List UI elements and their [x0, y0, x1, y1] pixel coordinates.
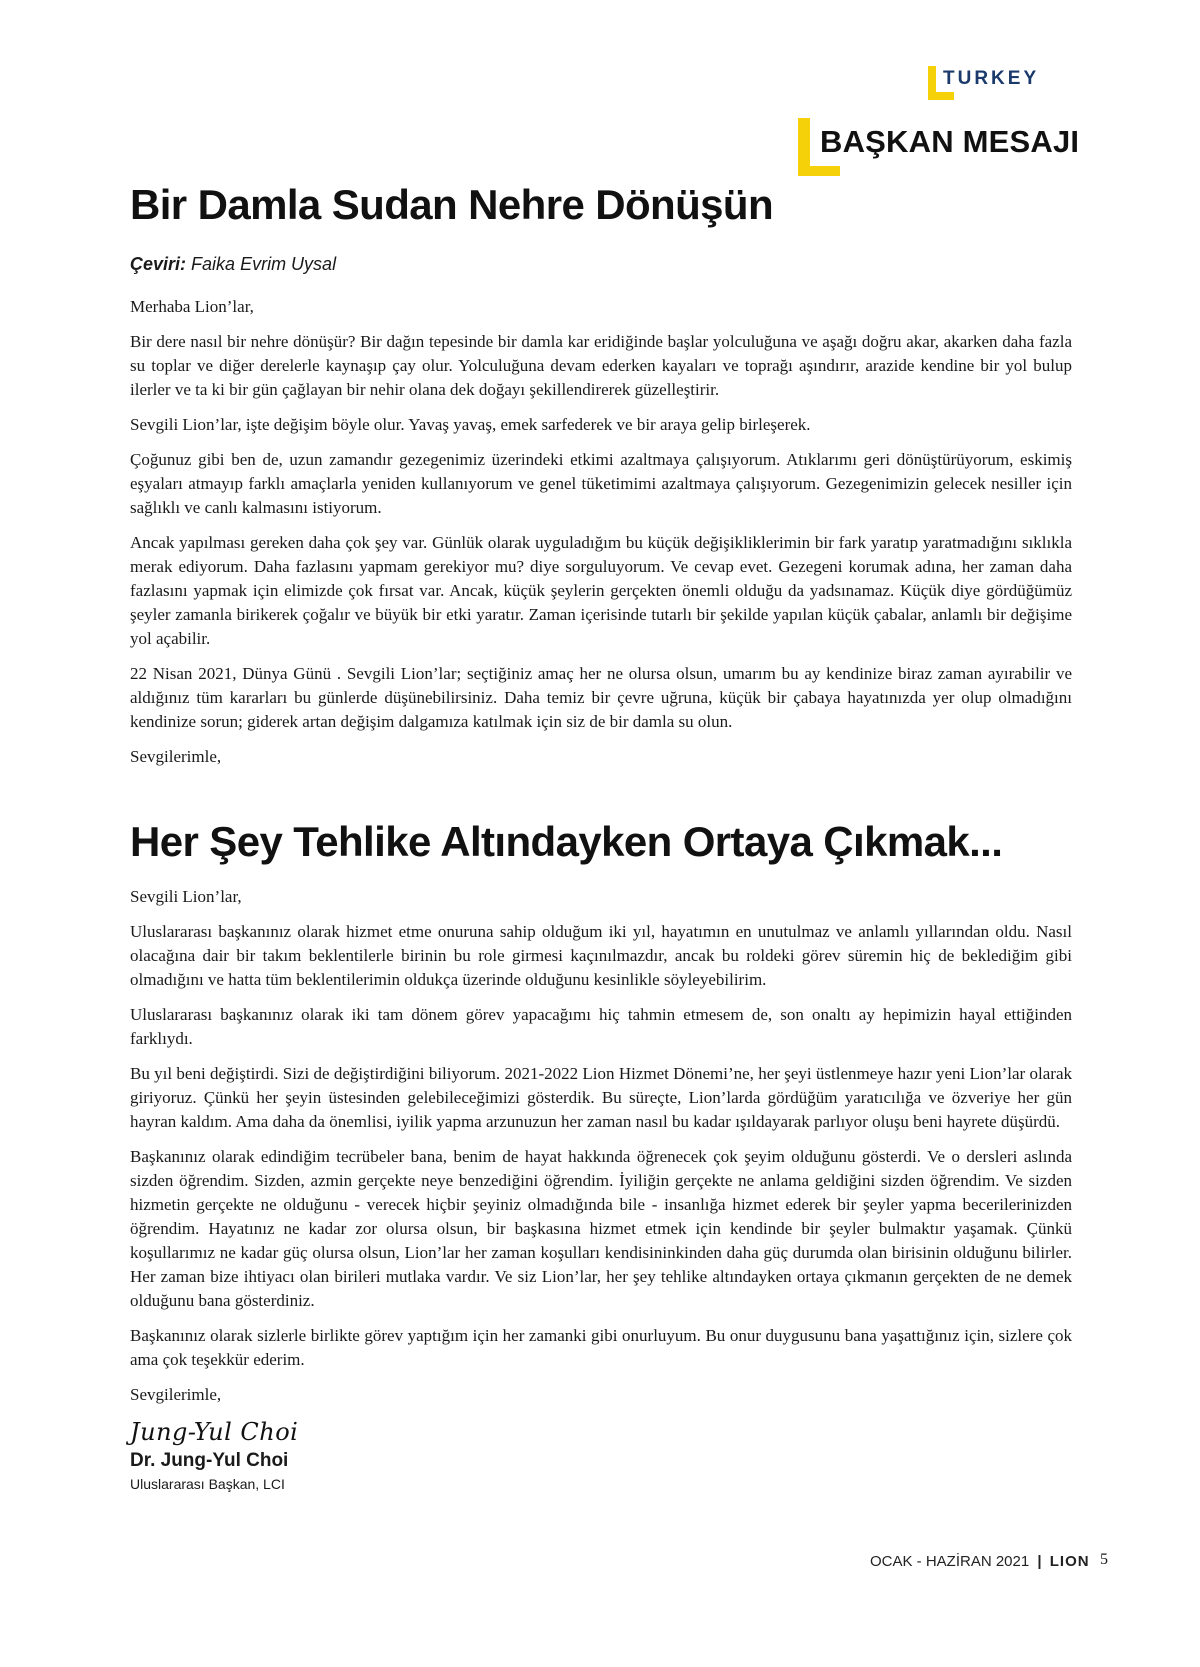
signature-block — [130, 1418, 1072, 1492]
article-1-closing: Sevgilerimle, — [130, 747, 222, 766]
l-section-mark — [798, 118, 810, 176]
article-1-paragraph: Bir dere nasıl bir nehre dönüşür? Bir dağın tepesinde bir damla kar eridiğinde başlar yolculuğuna ve aşağı doğru akar, akarken daha fazla su toplar ve diğer derelerle kaynaşıp çay olur. Yolculuğuna devam ederken kayaları ve toprağı aşındırır, arazide kendine bir yol bulup ilerler ve ta ki bir gün çağlayan bir nehir olana dek doğayı şekillendirerek güzelleştirir. — [130, 332, 1072, 399]
page-footer — [870, 1553, 1090, 1570]
article-2-paragraph: Bu yıl beni değiştirdi. Sizi de değiştirdiğini biliyorum. 2021-2022 Lion Hizmet Dönemi’ne, her şeyi üstlenmeye hazır yeni Lion’lar olarak giriyoruz. Çünkü her şeyin üstesinden gelebileceğimizi gösterdik. Bu süreçte, Lion’larda gördüğüm yaratıcılığa ve özveriye her gün hayran kaldım. Ama daha da önemlisi, iyilik yapma arzunuzun her zaman nasıl bu kadar ışıldayarak parlıyor oluşu beni hayrete düşürdü. — [130, 1064, 1072, 1131]
handwritten-signature: Jung-Yul Choi — [130, 1418, 299, 1446]
article-2-paragraph: Uluslararası başkanınız olarak iki tam dönem görev yapacağımı hiç tahmin etmesem de, son onaltı ay hepimizin hayal ettiğinden farklıydı. — [130, 1005, 1072, 1048]
article-2-title: Her Şey Tehlike Altındayken Ortaya Çıkmak... — [130, 818, 1003, 865]
section-title: BAŞKAN MESAJI — [820, 124, 1080, 159]
article-2-closing: Sevgilerimle, — [130, 1385, 222, 1404]
magazine-name: LION — [1049, 1553, 1090, 1570]
translation-label: Çeviri: — [130, 254, 187, 274]
main-content — [130, 176, 1072, 1492]
turkey-brand — [928, 66, 1068, 102]
page-number: 5 — [1100, 1551, 1108, 1568]
article-1-paragraph: Ancak yapılması gereken daha çok şey var. Günlük olarak uyguladığım bu küçük değişikliklerimin bir fark yaratıp yaratmadığını sıklıkla merak ediyorum. Daha fazlasını yapmam gerekiyor mu? diye sorguluyorum. Ve cevap evet. Gezegeni korumak adına, her zaman daha fazlasını yapmak için elimizde çok fırsat var. Ancak, küçük şeylerin gerçekten önemli olduğu da yadsınamaz. Küçük diye gördüğümüz şeyler zamanla birikerek çoğalır ve büyük bir etki yaratır. Zaman içerisinde tutarlı bir şekilde yapılan küçük çabalar, anlamlı bir değişime yol açabilir. — [130, 533, 1072, 648]
article-1-greeting: Merhaba Lion’lar, — [130, 297, 254, 316]
signer-name: Dr. Jung-Yul Choi — [130, 1450, 289, 1471]
issue-date: OCAK - HAZİRAN 2021 — [870, 1553, 1030, 1570]
l-logo-mark — [928, 66, 936, 100]
article-2-paragraph: Başkanınız olarak edindiğim tecrübeler bana, benim de hayat hakkında öğrenecek çok şeyim olduğunu gösterdi. Ve o dersleri aslında sizden öğrendim. Sizden, azmin gerçekte neye benzediğini öğrendim. İyiliğin gerçekte ne anlama geldiğini sizden öğrendim. Ve sizden hizmetin gerçekte ne olduğunu - verecek hiçbir şeyiniz olmadığında bile - insanlığa hizmet ederek bir şeyler yapma becerilerinizden öğrendim. Hayatınız ne kadar zor olursa olsun, bir başkasına hizmet etmek için kendinde bir şeyler bulmaktır yaşamak. Çünkü koşullarımız ne kadar güç olursa olsun, Lion’lar her zaman koşulları kendisininkinden daha güç durumda olan birisinin olduğunu bilirler. Her zaman bize ihtiyacı olan birileri mutlaka vardır. Ve siz Lion’lar, her şey tehlike altındayken ortaya çıkmanın gerçekten de ne demek olduğunu bana gösterdiniz. — [130, 1147, 1072, 1310]
article-1-paragraph: Çoğunuz gibi ben de, uzun zamandır gezegenimiz üzerindeki etkimi azaltmaya çalışıyorum. Atıklarımı geri dönüştürüyorum, eskimiş eşyaları atmayıp farklı amaçlarla yeniden kullanıyorum ve genel tüketimimi azaltmaya çalışıyorum. Gezegenimizin gelecek nesiller için sağlıklı ve canlı kalmasını istiyorum. — [130, 450, 1072, 517]
footer-separator: | — [1037, 1553, 1042, 1570]
section-header — [798, 118, 1078, 178]
article-2-greeting: Sevgili Lion’lar, — [130, 887, 242, 906]
article-2-paragraph: Uluslararası başkanınız olarak hizmet etme onuruna sahip olduğum iki yıl, hayatımın en unutulmaz ve anlamlı yıllarından oldu. Nasıl olacağına dair bir takım beklentilerle birinin bu role girmesi kaçınılmazdır, ancak bu roldeki görev süremin hiç de beklediğim gibi olmadığını ve hatta tüm beklentilerimin oldukça üzerinde olduğunu kesinlikle söyleyebilirim. — [130, 922, 1072, 989]
article-1-paragraph: Sevgili Lion’lar, işte değişim böyle olur. Yavaş yavaş, emek sarfederek ve bir araya gelip birleşerek. — [130, 415, 811, 434]
article-2-paragraph: Başkanınız olarak sizlerle birlikte görev yaptığım için her zamanki gibi onurluyum. Bu onur duygusunu bana yaşattığınız için, sizlere çok ama çok teşekkür ederim. — [130, 1326, 1072, 1369]
article-1 — [130, 176, 1072, 769]
brand-text: TURKEY — [943, 68, 1040, 89]
article-1-title: Bir Damla Sudan Nehre Dönüşün — [130, 181, 774, 228]
translator-name: Faika Evrim Uysal — [191, 254, 337, 274]
article-1-paragraph: 22 Nisan 2021, Dünya Günü . Sevgili Lion’lar; seçtiğiniz amaç her ne olursa olsun, umarım bu ay kendinize biraz zaman ayırabilir ve aldığınız tüm kararları bu günlerde düşünebilirsiniz. Daha temiz bir çevre uğruna, küçük bir çabaya hayatınızda yer olup olmadığını kendinize sorun; giderek artan değişim dalgamıza katılmak için siz de bir damla su olun. — [130, 664, 1072, 731]
translation-credit — [130, 254, 1072, 275]
signer-title: Uluslararası Başkan, LCI — [130, 1476, 285, 1492]
article-2 — [130, 813, 1072, 1492]
